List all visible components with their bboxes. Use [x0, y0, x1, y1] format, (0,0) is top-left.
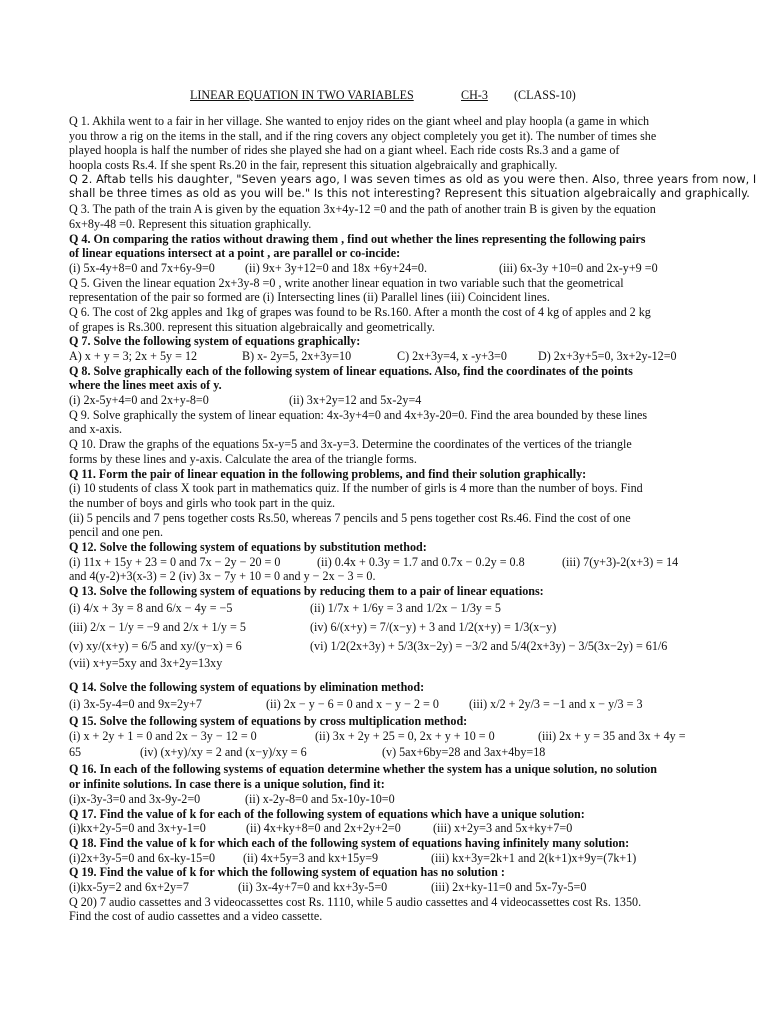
question-part: (i) 3x-5y-4=0 and 9x=2y+7 — [69, 697, 202, 712]
question-20 — [69, 895, 701, 924]
question-parts — [69, 261, 701, 276]
question-line: Q 10. Draw the graphs of the equations 5x-y=5 and 3x-y=3. Determine the coordinates of the vertices of the triangle — [69, 437, 632, 452]
question-part: (iii) 2/x − 1/y = −9 and 2/x + 1/y = 5 — [69, 619, 246, 634]
question-heading: Q 7. Solve the following system of equations graphically: — [69, 334, 361, 349]
question-part: (i)kx+2y-5=0 and 3x+y-1=0 — [69, 821, 206, 836]
question-line: pencil and one pen. — [69, 525, 164, 540]
question-line: Q 5. Given the linear equation 2x+3y-8 =0 , write another linear equation in two variable such that the geometrical — [69, 275, 624, 290]
question-line: representation of the pair so formed are (i) Intersecting lines (ii) Parallel lines (iii) Coincident lines. — [69, 290, 550, 305]
question-11 — [69, 467, 701, 540]
question-parts — [69, 792, 701, 807]
question-2 — [69, 172, 757, 202]
question-part: A) x + y = 3; 2x + 5y = 12 — [69, 349, 198, 363]
question-15 — [69, 714, 701, 762]
question-part: (i) 5x-4y+8=0 and 7x+6y-9=0 — [69, 260, 215, 275]
spacer — [69, 670, 701, 680]
question-line: of grapes is Rs.300. represent this situation algebraically and geometrically. — [69, 319, 435, 334]
question-7 — [69, 334, 701, 363]
question-1 — [69, 114, 701, 173]
question-list — [69, 114, 757, 924]
question-part: D) 2x+3y+5=0, 3x+2y-12=0 — [538, 349, 677, 363]
question-parts — [69, 880, 701, 895]
question-12 — [69, 540, 701, 584]
question-line: Q 2. Aftab tells his daughter, "Seven years ago, I was seven times as old as you were then. Also, three years from now, I — [69, 172, 757, 186]
question-parts — [69, 743, 701, 762]
question-parts — [69, 555, 701, 570]
question-part: C) 2x+3y=4, x -y+3=0 — [397, 349, 507, 363]
question-part: (v) xy/(x+y) = 6/5 and xy/(y−x) = 6 — [69, 638, 242, 653]
question-parts — [69, 618, 701, 637]
question-part: (ii) 0.4x + 0.3y = 1.7 and 0.7x − 0.2y = 0.8 — [317, 554, 525, 569]
question-heading: Q 4. On comparing the ratios without drawing them , find out whether the lines representing the following pairs — [69, 231, 646, 246]
question-part: (ii) 4x+ky+8=0 and 2x+2y+2=0 — [246, 821, 401, 836]
question-part: (ii) x-2y-8=0 and 5x-10y-10=0 — [245, 791, 395, 806]
question-line: you throw a rig on the items in the stall, and if the ring covers any object completely you get it). The number of times she — [69, 128, 657, 143]
question-part: 65 — [69, 745, 82, 760]
question-heading: where the lines meet axis of y. — [69, 378, 222, 393]
question-part: (vi) 1/2(2x+3y) + 5/3(3x−2y) = −3/2 and 5/4(2x+3y) − 3/5(3x−2y) = 61/6 — [310, 638, 668, 653]
question-heading: Q 18. Find the value of k for which each of the following system of equations having infinitely many solution: — [69, 835, 630, 850]
question-heading: Q 17. Find the value of k for each of the following system of equations which have a unique solution: — [69, 806, 585, 821]
question-parts — [69, 821, 701, 836]
question-line: Q 20) 7 audio cassettes and 3 videocassettes cost Rs. 1110, while 5 audio cassettes and 4 videocassettes cost Rs. 1350. — [69, 894, 642, 909]
question-line: and 4(y-2)+3(x-3) = 2 (iv) 3x − 7y + 10 = 0 and y − 2x − 3 = 0. — [69, 569, 376, 584]
question-parts — [69, 349, 701, 364]
chapter-label: CH-3 — [461, 88, 488, 102]
question-part: (ii) 4x+5y=3 and kx+15y=9 — [243, 850, 379, 865]
question-line: (vii) x+y=5xy and 3x+2y=13xy — [69, 655, 223, 670]
question-line: Q 1. Akhila went to a fair in her village. She wanted to enjoy rides on the giant wheel and play hoopla (a game in which — [69, 114, 650, 128]
question-part: (ii) 1/7x + 1/6y = 3 and 1/2x − 1/3y = 5 — [310, 600, 501, 615]
question-line: forms by these lines and y-axis. Calculate the area of the triangle forms. — [69, 451, 417, 466]
question-heading: Q 11. Form the pair of linear equation in the following problems, and find their solution graphically: — [69, 466, 587, 481]
worksheet-title: LINEAR EQUATION IN TWO VARIABLES — [190, 88, 414, 102]
question-part: (iii) x+2y=3 and 5x+ky+7=0 — [433, 821, 573, 836]
question-part: (ii) 3x-4y+7=0 and kx+3y-5=0 — [238, 879, 388, 894]
question-parts — [69, 599, 701, 618]
question-line: Q 9. Solve graphically the system of linear equation: 4x-3y+4=0 and 4x+3y-20=0. Find the area bounded by these lines — [69, 407, 648, 422]
question-parts — [69, 851, 701, 866]
question-part: (iv) 6/(x+y) = 7/(x−y) + 3 and 1/2(x+y) = 1/3(x−y) — [310, 619, 557, 634]
question-heading: Q 15. Solve the following system of equations by cross multiplication method: — [69, 714, 468, 729]
question-line: and x-axis. — [69, 422, 123, 437]
question-heading: Q 13. Solve the following system of equations by reducing them to a pair of linear equations: — [69, 584, 544, 598]
question-heading: or infinite solutions. In case there is a unique solution, find it: — [69, 777, 385, 792]
question-part: (i)2x+3y-5=0 and 6x-ky-15=0 — [69, 850, 216, 865]
question-line: Q 6. The cost of 2kg apples and 1kg of grapes was found to be Rs.160. After a month the cost of 4 kg of apples and 2 kg — [69, 304, 651, 319]
question-heading: Q 16. In each of the following systems of equation determine whether the system has a unique solution, no solution — [69, 762, 658, 777]
question-14 — [69, 680, 701, 714]
question-heading: Q 19. Find the value of k for which the following system of equation has no solution : — [69, 865, 505, 880]
question-part: (iii) x/2 + 2y/3 = −1 and x − y/3 = 3 — [469, 697, 643, 712]
question-heading: Q 12. Solve the following system of equations by substitution method: — [69, 539, 427, 554]
question-parts — [69, 637, 701, 656]
question-parts — [69, 729, 701, 744]
question-heading: Q 8. Solve graphically each of the following system of linear equations. Also, find the coordinates of the points — [69, 363, 633, 378]
question-part: (i) 2x-5y+4=0 and 2x+y-8=0 — [69, 393, 209, 408]
question-line: shall be three times as old as you will be." Is this not interesting? Represent this situation algebraically and graphically. — [69, 187, 750, 201]
question-parts — [69, 695, 701, 714]
question-line: hoopla costs Rs.4. If she spent Rs.20 in the fair, represent this situation algebraically and graphically. — [69, 158, 558, 173]
question-heading: Q 14. Solve the following system of equations by elimination method: — [69, 680, 425, 695]
question-part: (ii) 2x − y − 6 = 0 and x − y − 2 = 0 — [266, 697, 439, 712]
question-3 — [69, 202, 701, 231]
question-part: (iii) 7(y+3)-2(x+3) = 14 — [562, 554, 679, 569]
question-line: (i) 10 students of class X took part in mathematics quiz. If the number of girls is 4 more than the number of boys. Find — [69, 481, 643, 496]
question-6 — [69, 305, 701, 334]
question-parts — [69, 393, 701, 408]
question-part: (ii) 3x + 2y + 25 = 0, 2x + y + 10 = 0 — [315, 728, 495, 743]
question-part: (ii) 9x+ 3y+12=0 and 18x +6y+24=0. — [245, 260, 428, 275]
question-19 — [69, 865, 701, 894]
question-line: Find the cost of audio cassettes and a video cassette. — [69, 909, 323, 924]
question-16 — [69, 762, 701, 806]
question-part: (i) 11x + 15y + 23 = 0 and 7x − 2y − 20 = 0 — [69, 554, 281, 569]
question-line: (ii) 5 pencils and 7 pens together costs Rs.50, whereas 7 pencils and 5 pens together cost Rs.46. Find the cost of one — [69, 510, 631, 525]
question-9 — [69, 408, 701, 437]
question-line: Q 3. The path of the train A is given by the equation 3x+4y-12 =0 and the path of another train B is given by the equation — [69, 202, 656, 217]
question-part: (iv) (x+y)/xy = 2 and (x−y)/xy = 6 — [140, 745, 307, 760]
question-line: the number of boys and girls who took part in the quiz. — [69, 495, 336, 510]
question-5 — [69, 276, 701, 305]
question-18 — [69, 836, 701, 865]
question-13 — [69, 584, 701, 670]
question-17 — [69, 807, 701, 836]
question-line: played hoopla is half the number of rides she played she had on a giant wheel. Each ride costs Rs.3 and a game of — [69, 143, 620, 158]
question-part: (i)x-3y-3=0 and 3x-9y-2=0 — [69, 791, 201, 806]
worksheet-header — [0, 88, 768, 104]
question-heading: of linear equations intersect at a point , are parallel or co-incide: — [69, 246, 401, 261]
question-part: (iii) 2x + y = 35 and 3x + 4y = — [538, 728, 686, 743]
question-part: (ii) 3x+2y=12 and 5x-2y=4 — [289, 393, 422, 408]
class-label: (CLASS-10) — [514, 88, 576, 102]
question-line: 6x+8y-48 =0. Represent this situation graphically. — [69, 216, 312, 231]
question-part: (v) 5ax+6by=28 and 3ax+4by=18 — [382, 745, 546, 760]
question-part: B) x- 2y=5, 2x+3y=10 — [242, 349, 352, 363]
question-part: (i)kx-5y=2 and 6x+2y=7 — [69, 879, 189, 894]
question-part: (iii) 2x+ky-11=0 and 5x-7y-5=0 — [431, 879, 587, 894]
question-4 — [69, 232, 701, 276]
question-part: (i) 4/x + 3y = 8 and 6/x − 4y = −5 — [69, 600, 233, 615]
question-part: (iii) 6x-3y +10=0 and 2x-y+9 =0 — [499, 260, 658, 275]
question-10 — [69, 437, 701, 466]
question-part: (iii) kx+3y=2k+1 and 2(k+1)x+9y=(7k+1) — [431, 850, 637, 865]
question-part: (i) x + 2y + 1 = 0 and 2x − 3y − 12 = 0 — [69, 728, 257, 743]
question-8 — [69, 364, 701, 408]
